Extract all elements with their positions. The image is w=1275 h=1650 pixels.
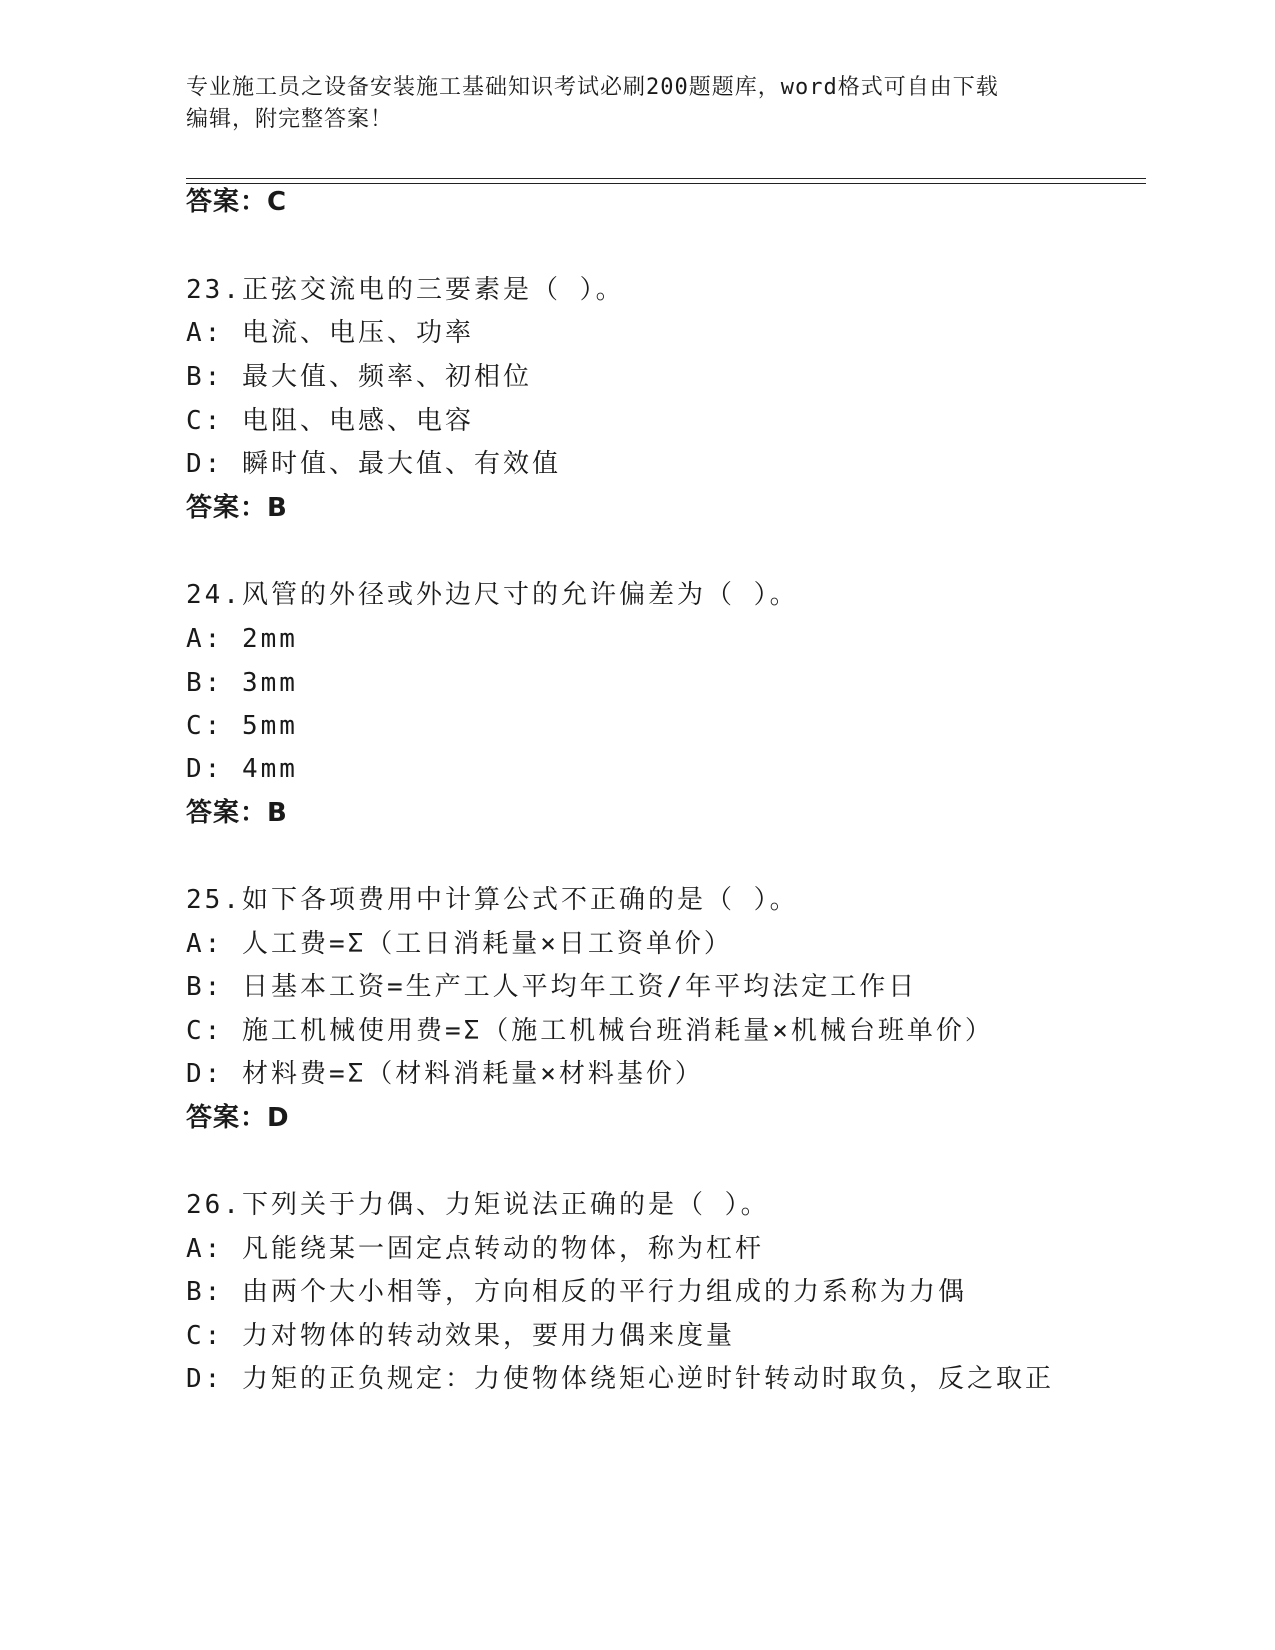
option-c: C: 施工机械使用费=Σ（施工机械台班消耗量×机械台班单价） <box>186 1016 994 1046</box>
option-d: D: 4mm <box>186 754 298 784</box>
option-b: B: 3mm <box>186 668 298 698</box>
answer-line: 答案：B <box>186 493 288 523</box>
option-c: C: 5mm <box>186 711 298 741</box>
question-stem: 25.如下各项费用中计算公式不正确的是（ ）。 <box>186 885 799 915</box>
header-divider <box>186 183 1146 184</box>
answer-line: 答案：D <box>186 1103 290 1133</box>
header-title-line: 编辑，附完整答案！ <box>186 107 394 132</box>
option-b: B: 最大值、频率、初相位 <box>186 362 532 392</box>
option-b: B: 由两个大小相等，方向相反的平行力组成的力系称为力偶 <box>186 1277 967 1307</box>
option-a: A: 电流、电压、功率 <box>186 318 474 348</box>
option-a: A: 2mm <box>186 624 298 654</box>
option-d: D: 材料费=Σ（材料消耗量×材料基价） <box>186 1059 704 1089</box>
option-d: D: 瞬时值、最大值、有效值 <box>186 449 561 479</box>
option-d: D: 力矩的正负规定：力使物体绕矩心逆时针转动时取负，反之取正 <box>186 1364 1054 1394</box>
header-title-line: 专业施工员之设备安装施工基础知识考试必刷200题题库，word格式可自由下载 <box>186 75 999 100</box>
question-stem: 23.正弦交流电的三要素是（ ）。 <box>186 275 625 305</box>
document-header <box>186 72 1086 136</box>
answer-line: 答案：B <box>186 798 288 828</box>
question-stem: 26.下列关于力偶、力矩说法正确的是（ ）。 <box>186 1190 770 1220</box>
option-a: A: 人工费=Σ（工日消耗量×日工资单价） <box>186 929 733 959</box>
option-c: C: 电阻、电感、电容 <box>186 406 474 436</box>
option-c: C: 力对物体的转动效果，要用力偶来度量 <box>186 1321 735 1351</box>
header-divider <box>186 178 1146 179</box>
option-a: A: 凡能绕某一固定点转动的物体，称为杠杆 <box>186 1234 764 1264</box>
option-b: B: 日基本工资=生产工人平均年工资/年平均法定工作日 <box>186 972 918 1002</box>
answer-line: 答案：C <box>186 187 288 217</box>
question-stem: 24.风管的外径或外边尺寸的允许偏差为（ ）。 <box>186 580 799 610</box>
